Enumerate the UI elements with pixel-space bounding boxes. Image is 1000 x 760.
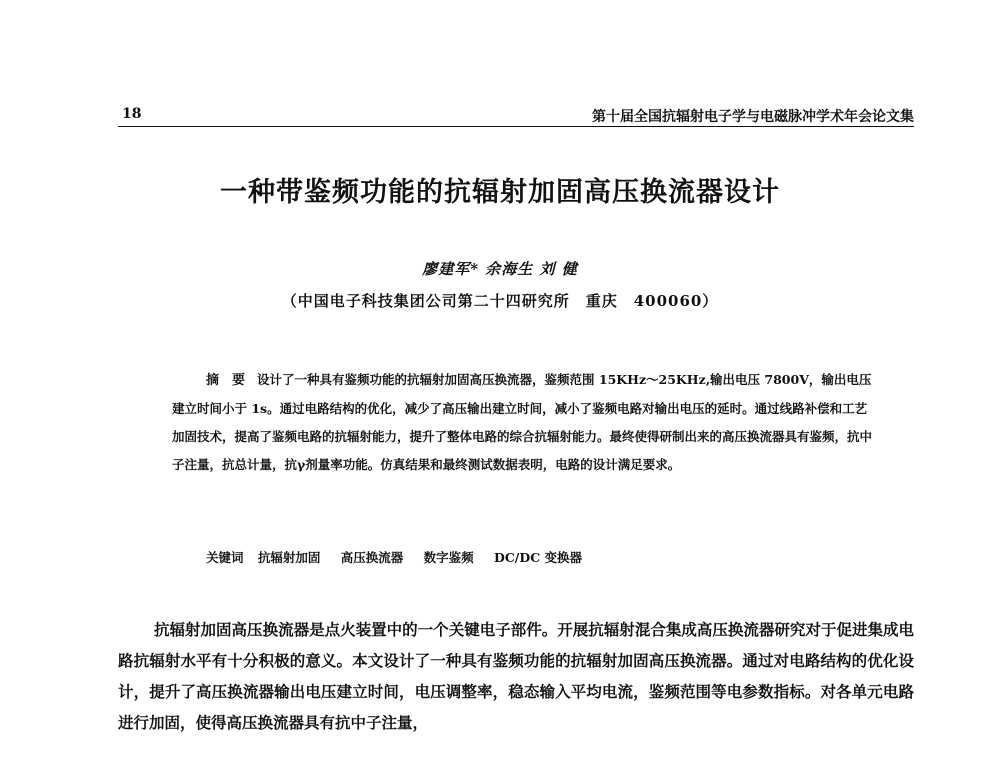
keywords: [206, 548, 866, 566]
keyword: DC/DC 变换器: [494, 550, 582, 565]
body-text: [118, 614, 914, 738]
keyword: 抗辐射加固: [257, 550, 321, 565]
abstract-label: 摘 要: [206, 373, 246, 388]
keyword: 高压换流器: [340, 550, 404, 565]
abstract: [172, 366, 872, 479]
body-paragraph: 抗辐射加固高压换流器是点火装置中的一个关键电子部件。开展抗辐射混合集成高压换流器研究对于促进集成电路抗辐射水平有十分积极的意义。本文设计了一种具有鉴频功能的抗辐射加固高压换流器。通过对电路结构的优化设计，提升了高压换流器输出电压建立时间，电压调整率，稳态输入平均电流，鉴频范围等电参数指标。对各单元电路进行加固，使得高压换流器具有抗中子注量，: [118, 620, 914, 732]
affiliation: （中国电子科技集团公司第二十四研究所 重庆 400060）: [281, 292, 719, 310]
abstract-text: 设计了一种具有鉴频功能的抗辐射加固高压换流器，鉴频范围 15KHz～25KHz,输出电压 7800V，输出电压建立时间小于 1s。通过电路结构的优化，减少了高压输出建立时间，减小了鉴频电路对输出电压的延时。通过线路补偿和工艺加固技术，提高了鉴频电路的抗辐射能力，提升了整体电路的综合抗辐射能力。最终使得研制出来的高压换流器具有鉴频，抗中子注量，抗总计量，抗γ剂量率功能。仿真结果和最终测试数据表明，电路的设计满足要求。: [172, 372, 873, 472]
journal-name: 第十届全国抗辐射电子学与电磁脉冲学术年会论文集: [592, 109, 914, 125]
author-list: 廖建军* 余海生 刘 健: [422, 260, 578, 278]
running-header: [118, 104, 914, 127]
page-number: 18: [122, 106, 142, 122]
abstract-paragraph: [172, 366, 872, 479]
keywords-label: 关键词: [206, 550, 244, 565]
paper-title: 一种带鉴频功能的抗辐射加固高压换流器设计: [220, 177, 780, 208]
keyword: 数字鉴频: [423, 550, 474, 565]
